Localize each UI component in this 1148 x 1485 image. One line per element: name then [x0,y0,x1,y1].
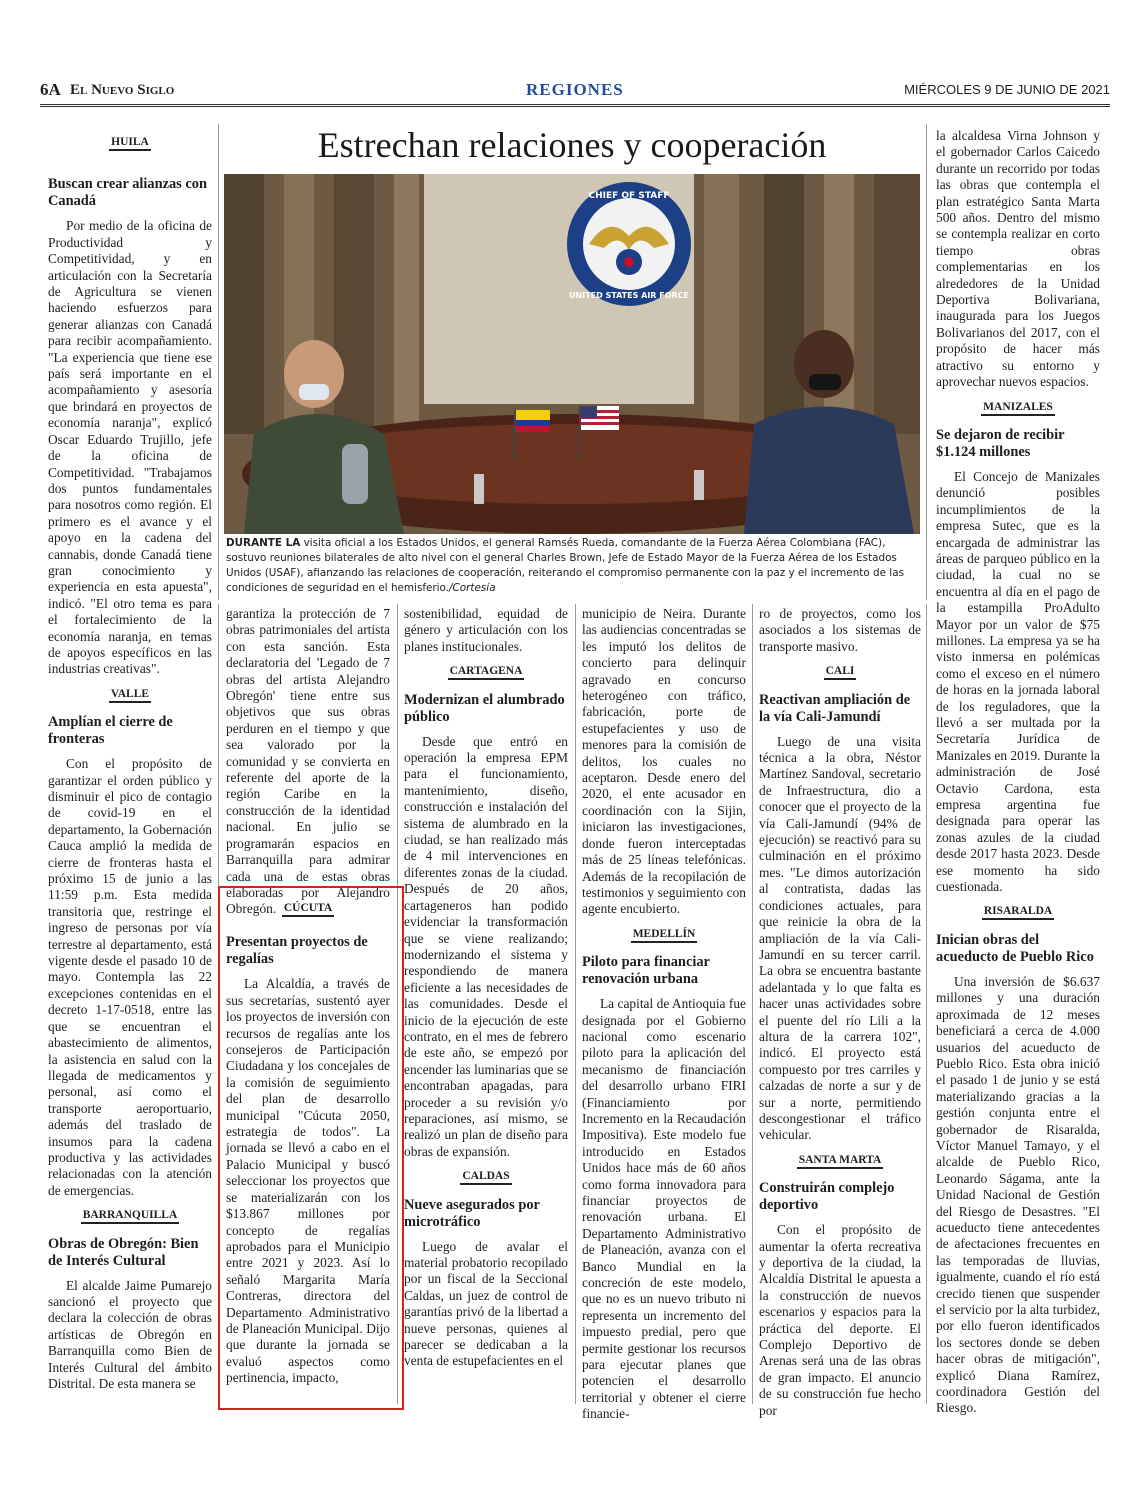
article-body-cont: sostenibilidad, equidad de género y articulación con los planes institucionales. [404,606,568,654]
photo-caption [226,536,916,596]
column-6 [936,128,1100,1417]
article-title-manizales: Se dejaron de recibir $1.124 millones [936,426,1065,460]
caption-text: visita oficial a los Estados Unidos, el general Ramsés Rueda, comandante de la Fuerza Aérea Colombiana (FAC), sostuvo reuniones bilaterales de alto nivel con el general Charles Brown, Jefe de Estado Mayor de la Fuerza Aérea de los Estados Unidos (USAF), afianzando las relaciones de cooperación, reiterando el compromiso permanente con la paz y el incremento de las condiciones de seguridad en el hemisferio. [226,537,904,594]
column-4 [582,606,746,1423]
article-body-manizales: El Concejo de Manizales denunció posibles incumplimientos de la empresa Sutec, que es la encargada de administrar las áreas de parqueo público en la ciudad, la cual no se encuentra al día en el pago de la estampilla ProAdulto Mayor por un valor de $75 millones. La empresa ya se ha visto inmersa en polémicas como el exceso en el número de horas en la jornada laboral de los reguladores, que la llevó a ser multada por la Secretaría Jurídica de Manizales en 2019. Durante la administración de José Octavio Cardona, esta empresa argentina fue designada para operar las zonas azules de la ciudad desde 2017 hasta 2023. Desde ese momento ha sido cuestionada. [936,468,1100,895]
meeting-photo-illustration [224,174,920,534]
article-body-santa-marta: Con el propósito de aumentar la oferta recreativa y deportiva de la ciudad, la Alcaldía Distrital le apuesta a la construcción de nuevos escenarios y espacios para la práctica del deporte. El Complejo Deportivo de Arenas será una de las obras de gran impacto. El anuncio de su construcción fue hecho por [759,1222,921,1418]
section-tag-risaralda: RISARALDA [936,903,1100,919]
section-tag-caldas: CALDAS [404,1168,568,1184]
newspaper-name: El Nuevo Siglo [70,82,175,98]
section-tag-medellin: MEDELLÍN [582,926,746,942]
section-tag-cali: CALI [759,663,921,679]
article-body-risaralda: Una inversión de $6.637 millones y una duración aproximada de 12 meses beneficiará a cerca de 4.000 usuarios del acueducto de Pueblo Rico. Esta obra inició el pasado 1 de junio y se está materializando gracias a la gestión conjunta entre el gobernador de Risaralda, Víctor Manuel Tamayo, y el alcalde de Pueblo Rico, Leonardo Ságama, ante la Unidad Nacional de Gestión del Riesgo de Desastres. "El acueducto tiene antecedentes de afectaciones frecuentes en las temporadas de lluvias, igualmente, cuando el río está crecido tienen que suspender el servicio por la alta turbidez, por ello fueron identificados los sectores donde se deben hacer obras de mitigación", explicó Diana Ramírez, coordinadora Gestión del Riesgo. [936,973,1100,1416]
section-tag-cucuta: CÚCUTA [226,900,390,916]
caption-lead: DURANTE LA [226,537,301,549]
issue-date: MIÉRCOLES 9 DE JUNIO DE 2021 [904,82,1110,97]
article-title-cucuta: Presentan proyectos de regalías [226,934,368,968]
column-3 [404,606,568,1370]
masthead [40,78,1110,102]
article-body-cucuta: La Alcaldía, a través de sus secretarías, sustentó ayer los proyectos de inversión con recursos de regalías ante los consejeros de Participación Ciudadana y los concejales de la comisión de seguimiento del plan de desarrollo municipal "Cúcuta 2050, estrategia de todos". La jornada se llevó a cabo en el Palacio Municipal y buscó seleccionar los proyectos que se materializarán con los $13.867 millones por concepto de regalías aprobados para el Municipio entre 2021 y 2023. Así lo señaló Margarita María Contreras, directora del Departamento Administrativo de Planeación Municipal. Dijo que durante la jornada se evaluó aspectos como pertinencia, impacto, [226,976,390,1386]
article-title-santa-marta: Construirán complejo deportivo [759,1180,895,1214]
article-title-valle: Amplían el cierre de fronteras [48,714,173,748]
emblem-bottom-text: UNITED STATES AIR FORCE [568,291,690,300]
masthead-rule [40,104,1110,105]
main-photo [224,174,920,534]
column-1 [48,128,212,1392]
article-title-cartagena: Modernizan el alumbrado público [404,691,565,725]
section-tag-valle: VALLE [48,686,212,702]
page-number: 6A [40,80,61,99]
article-body-caldas-cont: municipio de Neira. Durante las audiencias concentradas se les imputó los delitos de concierto para delinquir agravado en concurso heterogéneo con tráfico, fabricación, porte de estupefacientes y uso de menores para la comisión de delitos, los cuales no aceptaron. Desde enero del 2020, el ente acusador en coordinación con la Sijin, iniciaron las investigaciones, donde fueron interceptadas más de 25 líneas telefónicas. Además de la recopilación de testimonios y seguimiento con agente encubierto. [582,606,746,917]
section-tag-manizales: MANIZALES [936,399,1100,415]
article-title-medellin: Piloto para financiar renovación urbana [582,954,710,988]
masthead-rule-2 [40,106,1110,107]
article-body-barranquilla: El alcalde Jaime Pumarejo sancionó el proyecto que declara la colección de obras artísticas de Obregón en Barranquilla como Bien de Interés Cultural del ámbito Distrital. De esta manera se [48,1277,212,1391]
section-tag-cartagena: CARTAGENA [404,663,568,679]
article-body-cartagena: Desde que entró en operación la empresa EPM para el funcionamiento, mantenimiento, diseño, construcción e instalación del sistema de alumbrado en la ciudad, se han realizado más de 4 mil intervenciones en diferentes zonas de la ciudad. Después de 20 años, cartageneros han podido evidenciar la transformación que se viene realizando; modernizando el sistema y respondiendo de manera eficiente a las necesidades de las comunidades. Desde el inicio de la ejecución de este contrato, en el mes de febrero de este año, se empezó por encender las luminarias que se encontraban apagadas, para proceder a su revisión y/o reparaciones, así mismo, se realizó un plan de diseño para obras de expansión. [404,733,568,1159]
column-rule [926,124,927,600]
article-body-cali: Luego de una visita técnica a la obra, Néstor Martínez Sandoval, secretario de Infraestructura, dio a conocer que el proyecto de la vía Cali-Jamundí (94% de ejecución) se reactivó para su culminación en el próximo mes. "Le dimos autorización al contratista, dadas las condiciones actuales, para que reinicie la obra de la ampliación de la vía Cali-Jamundí en su tercer carril. La obra se encuentra bastante adelantada y lo que falta es hacer unas actividades sobre el puente del río Lili a la altura de la carrera 102", indicó. El proyecto está compuesto por tres carriles y calzadas de norte a sur y de sur a norte, permitiendo descongestionar el tráfico vehicular. [759,733,921,1143]
article-body-valle: Con el propósito de garantizar el orden público y disminuir el pico de contagio de covid-19 en el departamento, la Gobernación Cauca amplió la medida de cierre de fronteras hasta el próximo 15 de junio a las 11:59 p.m. Esta medida transitoria que, restringe el ingreso de personas por vía terrestre al departamento, está vigente desde el pasado 10 de mayo. Contempla las 22 excepciones contenidas en el decreto 1-17-0518, entre las que se encuentran el abastecimiento de alimentos, la asistencia en salud con la llegada de medicamentos y personal, así como el transporte aeroportuario, además del traslado de insumos para la cadena productiva y las actividades relacionadas con la atención de emergencias. [48,756,212,1198]
column-rule [752,604,753,1404]
column-rule [218,124,219,600]
main-headline: Estrechan relaciones y cooperación [317,125,827,165]
section-tag-huila: HUILA [48,134,212,150]
section-title: REGIONES [526,80,624,99]
column-5 [759,606,921,1419]
highlight-box [218,886,404,1410]
column-rule [926,604,927,1404]
article-body-huila: Por medio de la oficina de Productividad y Competitividad, y en articulación con la Secretaría de Agricultura se vienen haciendo esfuerzos para generar alianzas con Canadá para recibir acompañamiento. "La experiencia que tiene ese país será importante en el acompañamiento y asesoría que brindará en proyectos de economía naranja", explicó Oscar Eduardo Trujillo, jefe de la oficina de Competitividad. "Trabajamos dos puntos fundamentales para nosotros como región. El primero es el avance y el apoyo en la cadena del cannabis, donde Canadá tiene gran conocimiento y experiencia en esta apuesta", indicó. "El otro tema es para el fortalecimiento de la economía naranja, en temas de apoyos específicos en las industrias creativas". [48,218,212,677]
article-title-risaralda: Inician obras del acueducto de Pueblo Rico [936,931,1094,965]
article-title-huila: Buscan crear alianzas con Canadá [48,176,207,210]
column-2 [226,606,390,918]
article-title-cali: Reactivan ampliación de la vía Cali-Jamundí [759,691,911,725]
article-body-medellin-cont: ro de proyectos, como los asociados a los sistemas de transporte masivo. [759,606,921,654]
section-tag-santa-marta: SANTA MARTA [759,1152,921,1168]
article-title-barranquilla: Obras de Obregón: Bien de Interés Cultural [48,1235,199,1269]
column-rule [575,604,576,1404]
article-body-barranquilla-cont: garantiza la protección de 7 obras patrimoniales del artista con esta sanción. Esta declaratoria del 'Legado de 7 obras del artista Alejandro Obregón' tiene entre sus objetivos que sus obras perduren en el tiempo y que sea valorado por la comunidad y se convierta en referente del aporte de la región Caribe en la construcción de la identidad nacional. En julio se programarán espacios en Barranquilla para admirar cada una de estas obras elaboradas por Alejandro Obregón. [226,606,390,917]
article-body-santa-marta-cont: la alcaldesa Virna Johnson y el gobernador Carlos Caicedo durante un recorrido por todas las obras que contempla el plan estratégico Santa Marta 500 años. Dentro del mismo se contempla realizar en corto tiempo obras complementarias en los alrededores de la Unidad Deportiva Bolivariana, inaugurada para los Juegos Bolivarianos del 2017, con el propósito de hacer más atractivo su entorno y aprovechar nuevos espacios. [936,128,1100,390]
section-tag-barranquilla: BARRANQUILLA [48,1207,212,1223]
article-title-caldas: Nueve asegurados por microtráfico [404,1196,540,1230]
article-body-caldas: Luego de avalar el material probatorio recopilado por un fiscal de la Seccional Caldas, un juez de control de garantías privó de la libertad a nueve personas, quienes al parecer se dedicaban a la venta de estupefacientes en el [404,1238,568,1369]
emblem-top-text: CHIEF OF STAFF [588,191,670,201]
caption-credit: /Cortesía [449,582,496,594]
article-body-medellin: La capital de Antioquia fue designada por el Gobierno nacional como escenario piloto para la aplicación del mecanismo de financiación del desarrollo urbano FIRI (Financiamiento por Incremento en la Recaudación Impositiva). Este modelo fue introducido en Estados Unidos hace más de 60 años como forma innovadora para financiar proyectos de renovación urbana. El Departamento Administrativo de Planeación, avanza con el Banco Mundial en la concreción de este modelo, que no es un nuevo tributo ni representa un incremento del impuesto predial, pero que permite gestionar los recursos para ejecutar planes que potencien el desarrollo territorial y obtener el cierre financie- [582,996,746,1422]
